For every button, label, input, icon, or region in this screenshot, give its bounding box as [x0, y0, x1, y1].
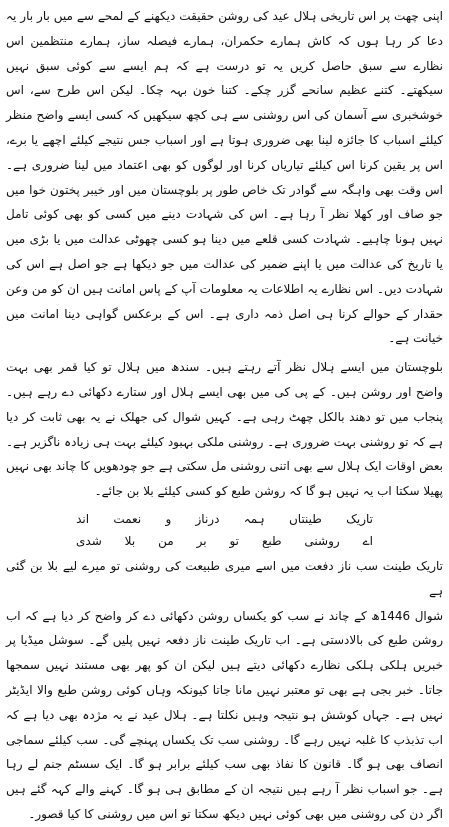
verse-word: طینتاں	[288, 511, 322, 526]
article-page	[6, 4, 443, 821]
verse-word: درناز	[195, 511, 220, 526]
paragraph-balochistan: بلوچستان میں ایسے ہلال نظر آتے رہتے ہیں۔ سندھ میں ہلال تو کیا قمر بھی بہت واضح اور روشن ہیں۔ کے پی کی میں بھی ایسے ہلال اور ستارے دکھائی دے رہے ہیں۔ پنجاب میں تو دھند بالکل چھٹ رہی ہے۔ کہیں شوال کی جھلک نے یہ بھی ثابت کر دیا ہے کہ تو روشنی بہت ضروری ہے۔ روشنی ملکی بہبود کیلئے بہت ہی زیادہ ناگزیر ہے۔ بعض اوقات ایک ہلال سے بھی اتنی روشنی مل سکتی ہے جو چودھویں کا چاند بھی نہیں پھیلا سکتا اب یہ نہیں ہو گا کہ روشن طبع کو کسی کیلئے بلا بن جائے۔	[6, 360, 443, 499]
verse-word: بر	[196, 533, 207, 548]
verse-line-1	[6, 508, 443, 530]
verse-word: اند	[76, 511, 90, 526]
verse-word: من	[158, 533, 174, 548]
verse-word: بلا	[124, 533, 136, 548]
verse-word: و	[165, 511, 172, 526]
verse-word: ہمہ	[243, 511, 265, 526]
verse-word: تو	[229, 533, 240, 548]
persian-verse	[6, 508, 443, 552]
verse-word: تاریک	[346, 511, 373, 526]
verse-line-2	[6, 530, 443, 552]
verse-word: طبع	[261, 533, 282, 548]
verse-word: نعمت	[113, 511, 142, 526]
verse-word: اے	[362, 533, 373, 548]
paragraph-verse-translation: تاریک طینت سب ناز دفعت میں اسے میری طبیعت کی روشنی تو میرے لیے بلا بن گئی ہے	[6, 558, 443, 598]
verse-word: شدی	[76, 533, 102, 548]
verse-word: روشنی	[304, 533, 340, 548]
paragraph-shawwal: شوال 1446ھ کے چاند نے سب کو یکساں روشن دکھائی دے کر واضح کر دیا ہے کہ اب روشن طبع کی بالادستی ہے۔ اب تاریک طینت ناز دفعہ نہیں پلیں گے۔ سوشل میڈیا پر خبریں ہلکی ہلکی نظارے دکھائی دیتے ہیں لیکن ان کو پھر بھی مستند نہیں سمجھا جاتا۔ خبر بجی ہے بھی تو معتبر نہیں مانا جاتا کیونکہ وہاں کوئی روشن طبع والا ایڈیٹر نہیں ہے۔ جہاں کوشش ہو نتیجہ وہیں نکلتا ہے۔ ہلال عید نے یہ مژدہ بھی دیا ہے کہ اب تذبذب کا غلبہ نہیں رہے گا۔ روشنی سب تک یکساں پہنچے گی۔ سب کیلئے سماجی انصاف بھی ہو گا۔ قانون کا نفاذ بھی سب کیلئے برابر ہو گا۔ ایک سسٹم جنم لے رہا ہے۔ جو اسباب نظر آ رہے ہیں نتیجہ ان کے مطابق ہی ہو گا۔ کہنے والے کہہ گئے ہیں اگر دن کی روشنی میں بھی کوئی نہیں دیکھ سکتا تو اس میں روشنی کا کیا قصور۔	[6, 608, 443, 821]
paragraph-intro: اپنی چھت پر اس تاریخی ہلال عید کی روشن حقیقت دیکھنے کے لمحے سے میں بار بار یہ دعا کر رہا ہوں کہ کاش ہمارے حکمران، ہمارے فیصلہ ساز، ہمارے منتظمین اس نظارے سے سبق حاصل کریں یہ تو درست ہے کہ ہم ایسے سے کوئی سبق نہیں سیکھتے۔ کتنے عظیم سانحے گزر چکے۔ کتنا خون بہہ چکا۔ لیکن اس طرح سے، اس خوشخبری سے آسمان کی اس روشنی سے ہی کچھ سیکھیں کہ کسی ایسے واضح منظر کیلئے اسباب کا جائزہ لینا بھی ضروری ہوتا ہے اور اسباب جس نتیجے کیلئے اچھے یا برے، اس پر یقین کرنا اس کیلئے تیاریاں کرنا اور لوگوں کو بھی اعتماد میں لینا ضروری ہے۔ اس وقت بھی واہگہ سے گوادر تک خاص طور پر بلوچستان میں اور خیبر پختون خوا میں جو صاف اور کھلا نظر آ رہا ہے۔ اس کی شہادت دینے میں کسی کو بھی کوئی تامل نہیں ہونا چاہیے۔ شہادت کسی قلعے میں دینا ہو کسی چھوٹی عدالت میں یا بڑی میں یا تاریخ کی عدالت میں یا اپنے ضمیر کی عدالت میں جو دیکھا ہے جو اصل ہے اس کی شہادت دیں۔ اس نظارے یہ اطلاعات یہ معلومات آپ کے پاس امانت ہیں ان کو من وعن حقدار کے حوالے کرنا ہی اصل ذمہ داری ہے۔ اس کے برعکس گواہی دینا امانت میں خیانت ہے۔	[6, 9, 443, 346]
